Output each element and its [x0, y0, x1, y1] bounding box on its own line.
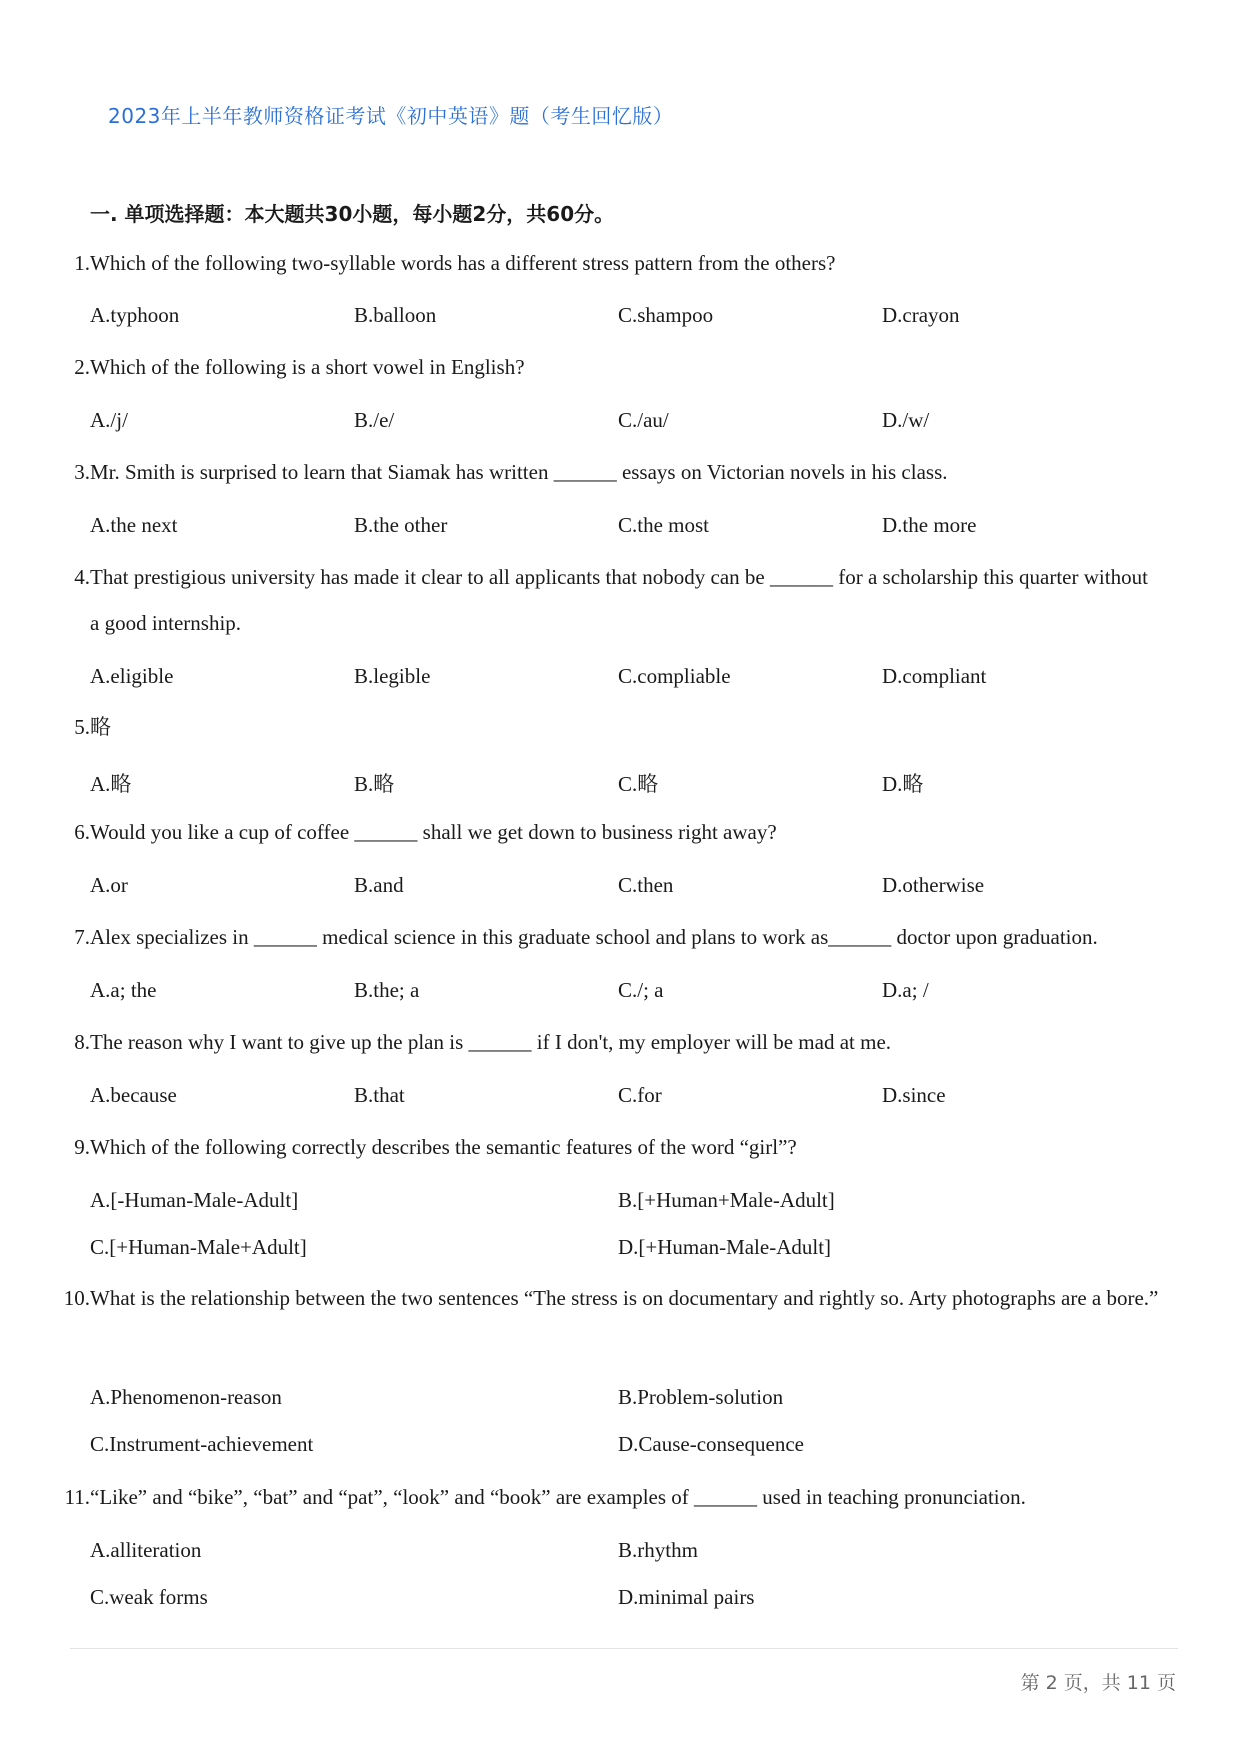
option-a: A.the next [90, 513, 178, 537]
question-text: What is the relationship between the two sentences “The stress is on documentary and rightly so. Arty photographs are a bore.” [90, 1286, 1159, 1310]
option-d: D./w/ [882, 408, 930, 432]
question-text: Mr. Smith is surprised to learn that Siamak has written ______ essays on Victorian novels in his class. [90, 460, 948, 484]
question-number: 6. [74, 820, 90, 844]
section-title: 一. 单项选择题：本大题共30小题，每小题2分，共60分。 [90, 202, 615, 226]
option-b: B.rhythm [618, 1538, 698, 1562]
option-c: C.for [618, 1083, 662, 1107]
option-d: D.compliant [882, 664, 987, 688]
option-b: B.[+Human+Male-Adult] [618, 1188, 835, 1212]
page-number: 第 2 页，共 11 页 [1020, 1672, 1176, 1694]
question-text: Alex specializes in ______ medical science in this graduate school and plans to work as______ doctor upon graduation. [90, 925, 1098, 949]
option-d: D.since [882, 1083, 946, 1107]
option-a: A.eligible [90, 664, 174, 688]
option-b: B.that [354, 1083, 405, 1107]
option-b: B./e/ [354, 408, 395, 432]
option-b: B.Problem-solution [618, 1385, 784, 1409]
option-b: B.the; a [354, 978, 420, 1002]
option-d: D.minimal pairs [618, 1585, 755, 1609]
option-a: A.typhoon [90, 303, 180, 327]
question-number: 5. [74, 715, 90, 739]
option-b: B.balloon [354, 303, 437, 327]
option-a: A./j/ [90, 408, 128, 432]
option-a: A.Phenomenon-reason [90, 1385, 282, 1409]
question-4 [0, 554, 1240, 646]
option-c: C.the most [618, 513, 710, 537]
question-text: Which of the following two-syllable words has a different stress pattern from the others? [90, 251, 836, 275]
option-d: D.[+Human-Male-Adult] [618, 1235, 832, 1259]
option-a: A.because [90, 1083, 177, 1107]
option-c: C.compliable [618, 664, 731, 688]
footer-divider [70, 1648, 1178, 1649]
option-a: A.略 [90, 772, 132, 796]
option-c: C./; a [618, 978, 664, 1002]
option-c: C.略 [618, 772, 659, 796]
document-title: 2023年上半年教师资格证考试《初中英语》题（考生回忆版） [108, 104, 674, 128]
question-text: Which of the following correctly describes the semantic features of the word “girl”? [90, 1135, 797, 1159]
question-number: 10. [63, 1286, 90, 1310]
option-a: A.[-Human-Male-Adult] [90, 1188, 299, 1212]
option-b: B.legible [354, 664, 431, 688]
option-d: D.略 [882, 772, 924, 796]
question-number: 11. [64, 1485, 90, 1509]
option-c: C.[+Human-Male+Adult] [90, 1235, 307, 1259]
question-number: 2. [74, 355, 90, 379]
option-d: D.Cause-consequence [618, 1432, 805, 1456]
option-a: A.or [90, 873, 128, 897]
question-number: 4. [74, 565, 90, 589]
option-d: D.crayon [882, 303, 960, 327]
option-d: D.otherwise [882, 873, 985, 897]
question-number: 7. [74, 925, 90, 949]
question-text: “Like” and “bike”, “bat” and “pat”, “look” and “book” are examples of ______ used in teaching pronunciation. [90, 1485, 1026, 1509]
question-text: The reason why I want to give up the plan is ______ if I don't, my employer will be mad at me. [90, 1030, 892, 1054]
question-number: 1. [74, 251, 90, 275]
option-a: A.a; the [90, 978, 157, 1002]
option-b: B.the other [354, 513, 448, 537]
question-number: 8. [74, 1030, 90, 1054]
option-c: C.weak forms [90, 1585, 208, 1609]
question-number: 9. [74, 1135, 90, 1159]
question-10 [0, 1275, 1240, 1367]
option-a: A.alliteration [90, 1538, 202, 1562]
option-d: D.a; / [882, 978, 929, 1002]
option-c: C./au/ [618, 408, 669, 432]
option-c: C.shampoo [618, 303, 714, 327]
question-text: Would you like a cup of coffee ______ shall we get down to business right away? [90, 820, 777, 844]
question-text: Which of the following is a short vowel in English? [90, 355, 525, 379]
option-d: D.the more [882, 513, 977, 537]
option-c: C.then [618, 873, 674, 897]
option-b: B.and [354, 873, 404, 897]
option-b: B.略 [354, 772, 395, 796]
question-text: 略 [90, 715, 111, 739]
question-number: 3. [74, 460, 90, 484]
question-text: That prestigious university has made it clear to all applicants that nobody can be ______ for a scholarship this quarter without a good internship. [90, 565, 1148, 635]
option-c: C.Instrument-achievement [90, 1432, 314, 1456]
